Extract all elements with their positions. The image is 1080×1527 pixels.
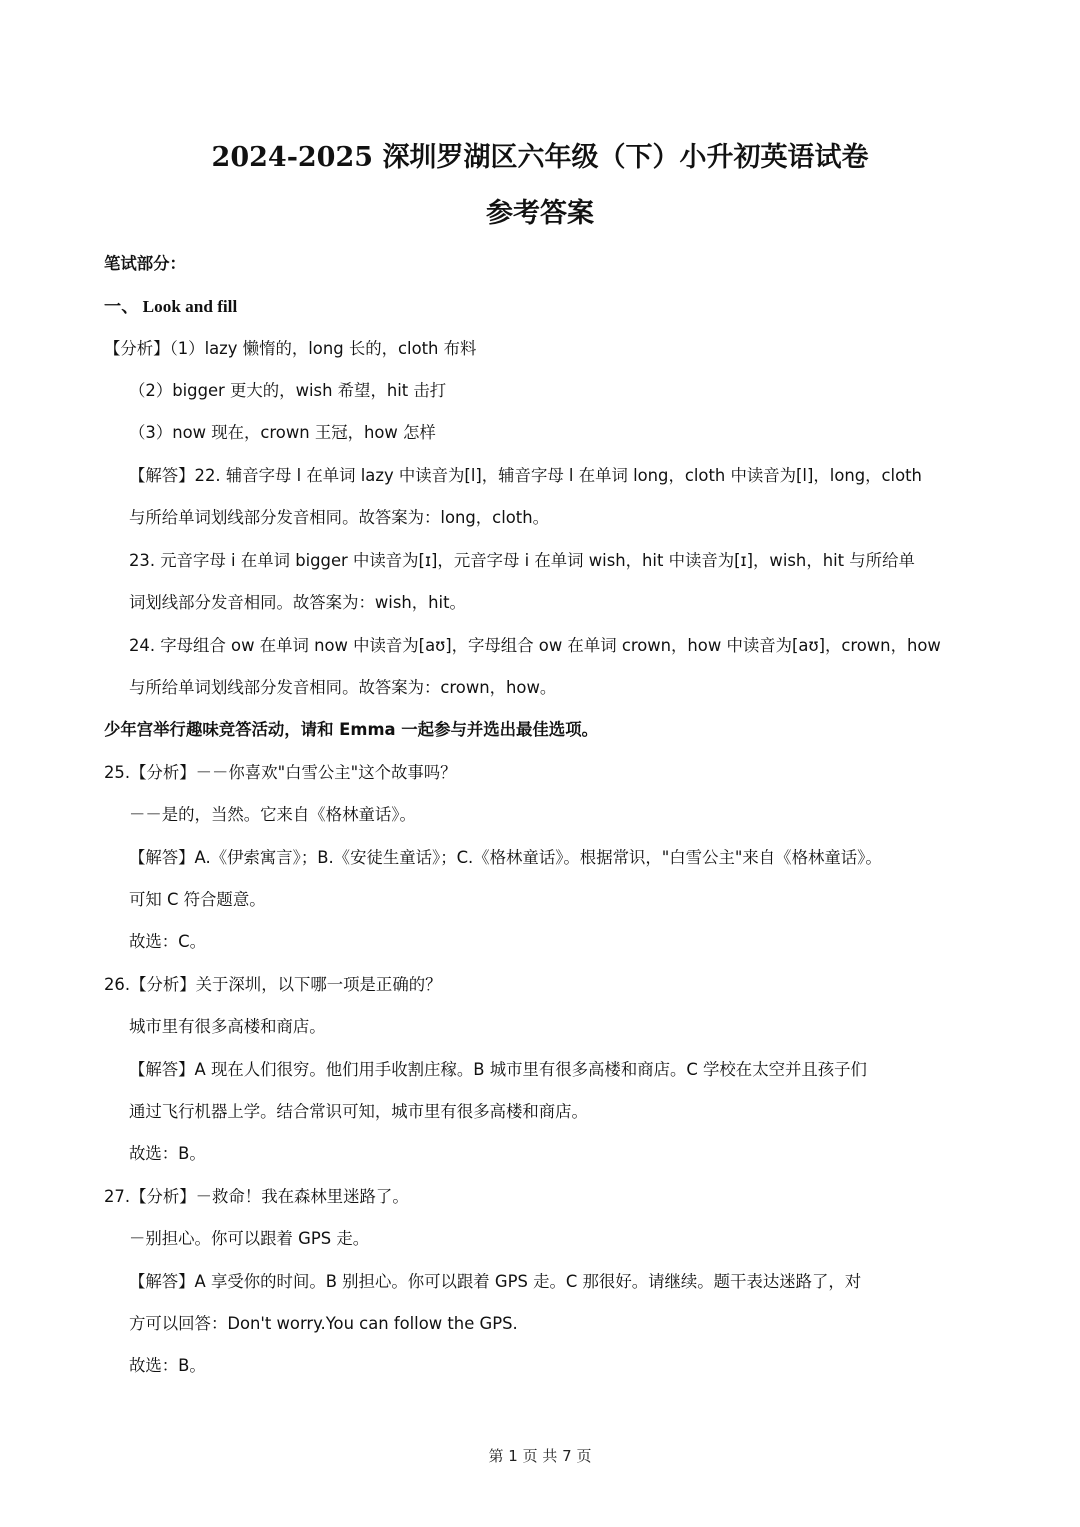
q23-answer-line-1: 23. 元音字母 i 在单词 bigger 中读音为[ɪ]，元音字母 i 在单词 wish，hit 中读音为[ɪ]，wish，hit 与所给单 [129, 551, 915, 570]
document-subtitle: 参考答案 [486, 198, 594, 229]
part1-heading: 一、 Look and fill [104, 297, 238, 316]
q25-reply: －－是的，当然。它来自《格林童话》。 [129, 805, 416, 824]
q27-answer-line-1: 【解答】A 享受你的时间。B 别担心。你可以跟着 GPS 走。C 那很好。请继续。题干表达迷路了，对 [129, 1272, 862, 1291]
q25-answer-line-2: 可知 C 符合题意。 [129, 890, 266, 909]
q24-answer-line-2: 与所给单词划线部分发音相同。故答案为：crown，how。 [129, 678, 557, 697]
analysis-line-3: （3）now 现在，crown 王冠，how 怎样 [129, 423, 436, 442]
section-heading: 笔试部分： [104, 254, 186, 273]
q22-answer-line-2: 与所给单词划线部分发音相同。故答案为：long，cloth。 [129, 508, 549, 527]
q22-answer-line-1: 【解答】22. 辅音字母 l 在单词 lazy 中读音为[l]，辅音字母 l 在单词 long，cloth 中读音为[l]，long，cloth [129, 466, 922, 485]
q26-reply: 城市里有很多高楼和商店。 [129, 1017, 326, 1036]
q25-analysis: 25.【分析】－－你喜欢"白雪公主"这个故事吗？ [104, 763, 457, 782]
q25-answer-line-1: 【解答】A.《伊索寓言》；B.《安徒生童话》；C.《格林童话》。根据常识，"白雪公主"来自《格林童话》。 [129, 848, 882, 867]
q24-answer-line-1: 24. 字母组合 ow 在单词 now 中读音为[aʊ]，字母组合 ow 在单词 crown，how 中读音为[aʊ]，crown，how [129, 636, 941, 655]
analysis-line-1: 【分析】（1）lazy 懒惰的，long 长的，cloth 布料 [104, 339, 477, 358]
q27-reply: －别担心。你可以跟着 GPS 走。 [129, 1229, 370, 1248]
q26-choice: 故选：B。 [129, 1144, 206, 1163]
page-footer: 第 1 页 共 7 页 [488, 1447, 592, 1465]
q27-answer-line-2: 方可以回答：Don't worry.You can follow the GPS. [129, 1314, 518, 1333]
q27-choice: 故选：B。 [129, 1356, 206, 1375]
q27-analysis: 27.【分析】－救命！我在森林里迷路了。 [104, 1187, 409, 1206]
q26-answer-line-2: 通过飞行机器上学。结合常识可知，城市里有很多高楼和商店。 [129, 1102, 588, 1121]
q26-answer-line-1: 【解答】A 现在人们很穷。他们用手收割庄稼。B 城市里有很多高楼和商店。C 学校在太空并且孩子们 [129, 1060, 867, 1079]
q26-analysis: 26.【分析】关于深圳，以下哪一项是正确的？ [104, 975, 442, 994]
analysis-line-2: （2）bigger 更大的，wish 希望，hit 击打 [129, 381, 447, 400]
document-title: 2024-2025 深圳罗湖区六年级（下）小升初英语试卷 [211, 142, 869, 173]
q25-choice: 故选：C。 [129, 932, 207, 951]
q23-answer-line-2: 词划线部分发音相同。故答案为：wish，hit。 [129, 593, 466, 612]
section-2-heading: 少年宫举行趣味竞答活动，请和 Emma 一起参与并选出最佳选项。 [104, 720, 598, 739]
